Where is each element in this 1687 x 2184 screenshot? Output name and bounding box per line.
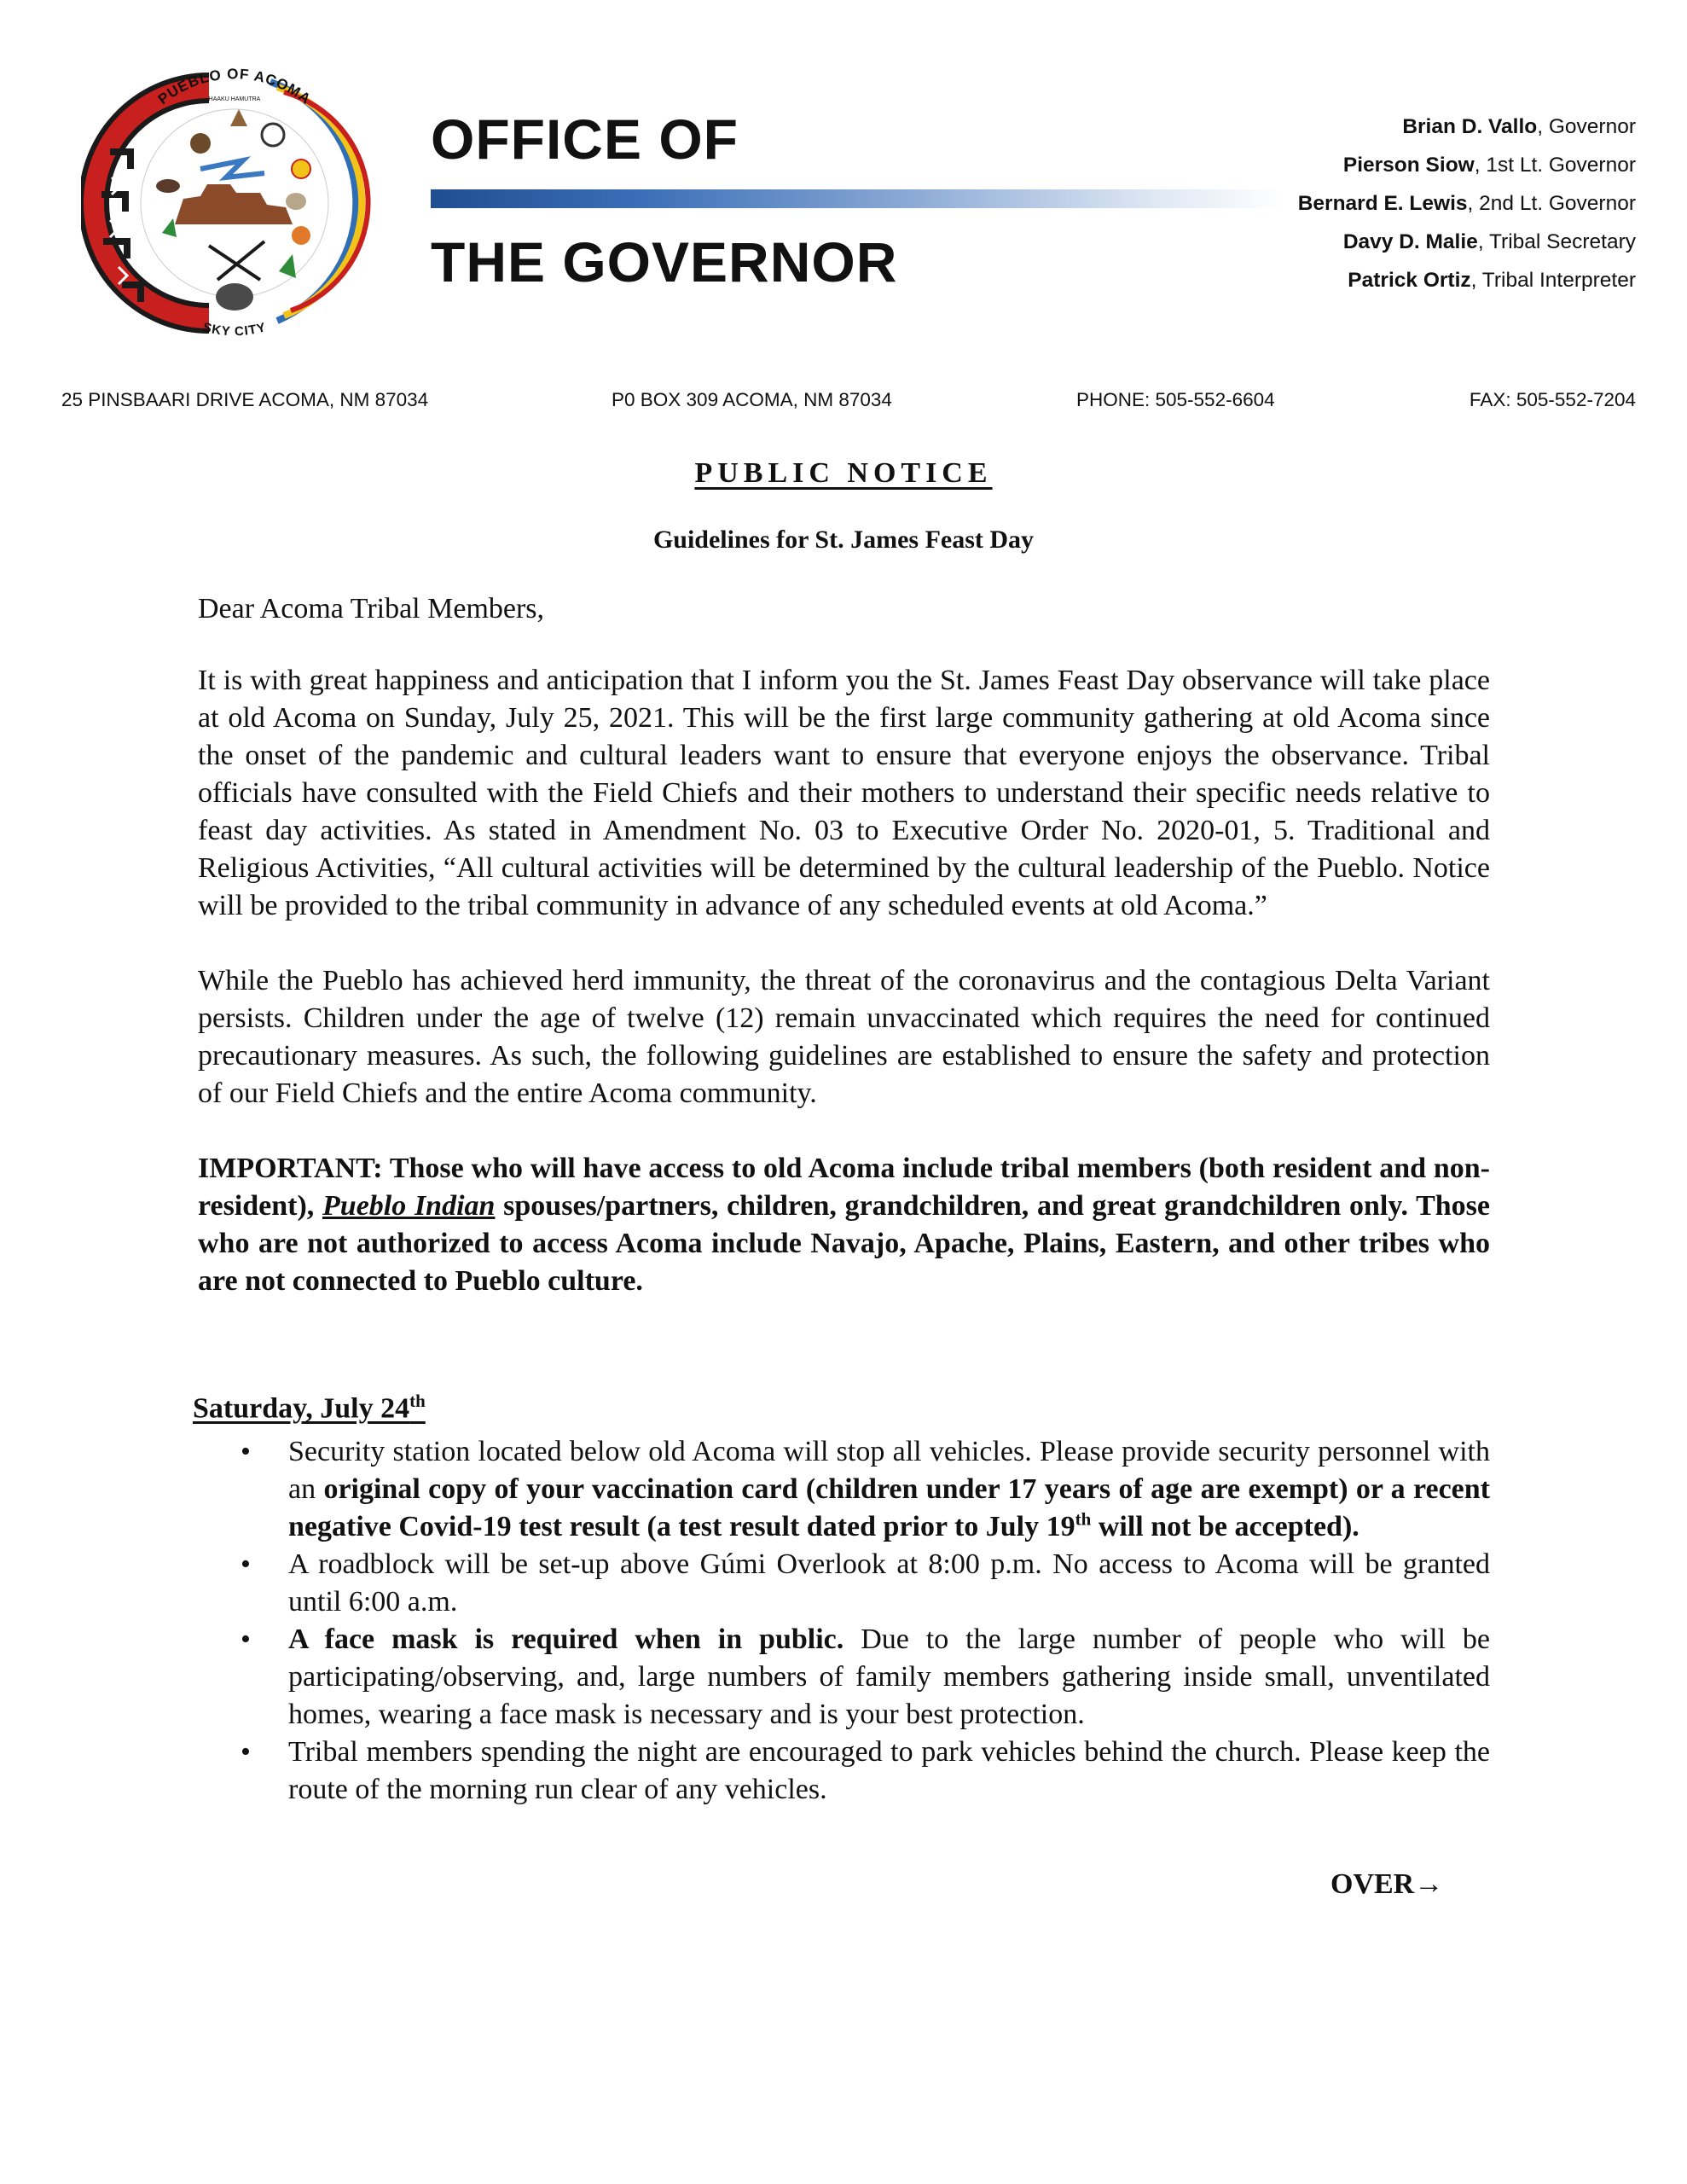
office-title (431, 107, 1198, 293)
phone-number: PHONE: 505-552-6604 (1076, 389, 1275, 410)
list-item: • Tribal members spending the night are encouraged to park vehicles behind the church. Please keep the route of the morning run clear of any vehicles. (241, 1734, 1490, 1809)
official-tribal-interpreter: Patrick Ortiz, Tribal Interpreter (1348, 269, 1636, 292)
official-1st-lt-governor: Pierson Siow, 1st Lt. Governor (1342, 154, 1636, 177)
salutation: Dear Acoma Tribal Members, (198, 593, 545, 624)
bullet-icon: • (241, 1736, 251, 1768)
paragraph-2: While the Pueblo has achieved herd immunity, the threat of the coronavirus and the contagious Delta Variant persists. Children under the age of twelve (12) remain unvaccinated which requires the need for continued precautionary measures. As such, the following guidelines are established to ensure the safety and protection of our Field Chiefs and the entire Acoma community. (198, 965, 1490, 1109)
saturday-guidelines-list (241, 1433, 1490, 1809)
official-2nd-lt-governor: Bernard E. Lewis, 2nd Lt. Governor (1297, 192, 1636, 215)
seal-top-text: PUEBLO OF ACOMA (154, 66, 315, 108)
bullet-icon: • (241, 1548, 251, 1580)
title-line-1: OFFICE OF (431, 107, 739, 171)
notice-title: PUBLIC NOTICE (694, 457, 993, 489)
official-tribal-secretary: Davy D. Malie, Tribal Secretary (1342, 230, 1636, 253)
officials-list (1298, 107, 1636, 299)
saturday-heading: Saturday, July 24th (193, 1391, 426, 1425)
seal-bottom-text: SKY CITY (200, 320, 269, 340)
list-item: • A face mask is required when in public. Due to the large number of people who will be participating/observing, and, large numbers of family members gathering inside small, unventilated homes, wearing a face mask is necessary and is your best protection. (241, 1621, 1490, 1734)
pueblo-of-acoma-seal (81, 49, 388, 357)
fax-number: FAX: 505-552-7204 (1469, 389, 1636, 410)
seal-motto: HAAKU HAMUTRA (208, 96, 261, 102)
over-indicator: OVER→ (1330, 1868, 1444, 1900)
po-box: P0 BOX 309 ACOMA, NM 87034 (612, 389, 892, 410)
street-address: 25 PINSBAARI DRIVE ACOMA, NM 87034 (61, 389, 429, 410)
official-governor: Brian D. Vallo, Governor (1402, 115, 1636, 138)
letter-body (198, 590, 1490, 1338)
title-divider-bar (431, 189, 1284, 208)
notice-subtitle: Guidelines for St. James Feast Day (652, 526, 1035, 554)
bullet-icon: • (241, 1436, 251, 1467)
list-item: • Security station located below old Acoma will stop all vehicles. Please provide security personnel with an original copy of your vaccination card (children under 17 years of age are exempt) or a recent negative Covid-19 test result (a test result dated prior to July 19th will not be accepted). (241, 1433, 1490, 1546)
svg-text:SKY CITY (201, 320, 268, 339)
important-notice: IMPORTANT: Those who will have access to old Acoma include tribal members (both resident and non-resident), Pueblo Indian spouses/partners, children, grandchildren, and great grandchildren only. Those who are not authorized to access Acoma include Navajo, Apache, Plains, Eastern, and other tribes who are not connected to Pueblo culture. (198, 1153, 1490, 1297)
list-item: • A roadblock will be set-up above Gúmi Overlook at 8:00 p.m. No access to Acoma will be granted until 6:00 a.m. (241, 1546, 1490, 1621)
bullet-icon: • (241, 1623, 251, 1655)
title-line-2: THE GOVERNOR (431, 230, 898, 293)
address-row (61, 389, 1636, 415)
paragraph-1: It is with great happiness and anticipation that I inform you the St. James Feast Day observance will take place at old Acoma on Sunday, July 25, 2021. This will be the first large community gathering at old Acoma since the onset of the pandemic and cultural leaders want to ensure that everyone enjoys the observance. Tribal officials have consulted with the Field Chiefs and their mothers to understand their specific needs relative to feast day activities. As stated in Amendment No. 03 to Executive Order No. 2020-01, 5. Traditional and Religious Activities, “All cultural activities will be determined by the cultural leadership of the Pueblo. Notice will be provided to the tribal community in advance of any scheduled events at old Acoma.” (198, 665, 1490, 921)
